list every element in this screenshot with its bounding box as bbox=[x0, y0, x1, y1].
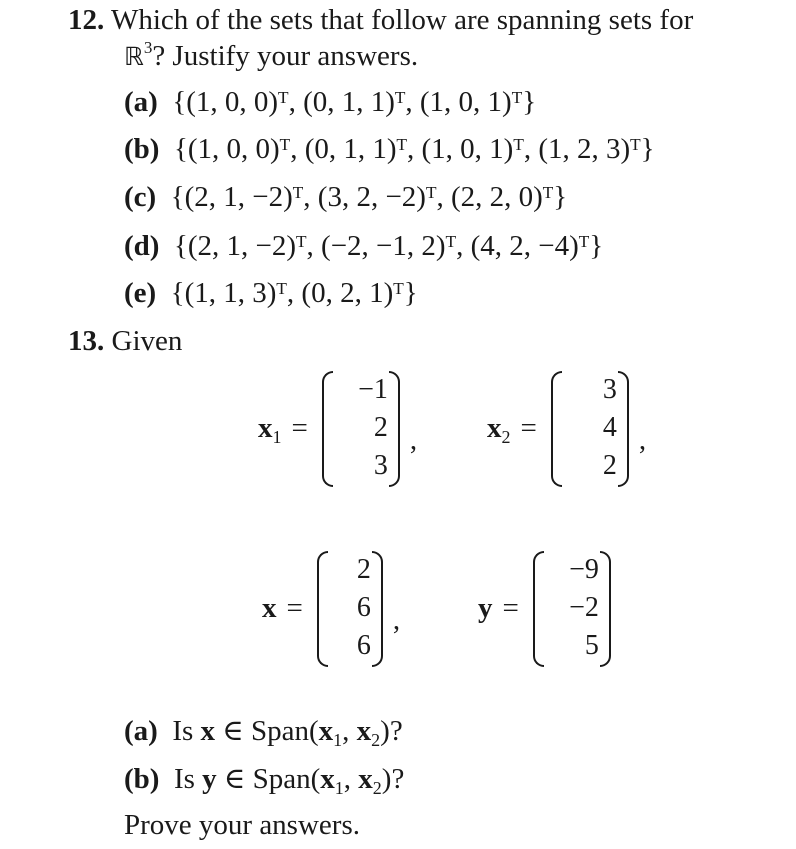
problem-13-closing bbox=[124, 808, 360, 842]
problem-13-number: 13. bbox=[68, 325, 105, 357]
vector-x-equation bbox=[262, 551, 400, 665]
part-label: (a) bbox=[124, 86, 158, 118]
real-field-symbol: ℝ bbox=[124, 42, 144, 71]
question-variable: x bbox=[356, 715, 372, 747]
part-set: {(2, 1, −2)ᵀ, (3, 2, −2)ᵀ, (2, 2, 0)ᵀ} bbox=[170, 181, 568, 213]
part-set: {(1, 1, 3)ᵀ, (0, 2, 1)ᵀ} bbox=[170, 277, 418, 309]
equals-sign: = bbox=[291, 411, 308, 444]
subscript: 2 bbox=[372, 778, 382, 798]
problem-12-line-2 bbox=[124, 39, 418, 74]
equals-sign: = bbox=[502, 591, 519, 624]
part-set: {(1, 0, 0)ᵀ, (0, 1, 1)ᵀ, (1, 0, 1)ᵀ} bbox=[172, 86, 537, 118]
closing-text: Prove your answers. bbox=[124, 809, 360, 841]
vector-entry: 5 bbox=[584, 630, 599, 661]
vector-entry: −2 bbox=[569, 592, 599, 623]
vector-name: $x_1$ bbox=[258, 411, 282, 447]
vector-entry: 2 bbox=[373, 412, 388, 443]
subscript: 1 bbox=[333, 730, 343, 750]
punctuation: , bbox=[409, 424, 418, 456]
vector-x2-equation bbox=[487, 371, 646, 485]
column-vector bbox=[322, 371, 400, 485]
question-text: ∈ Span( bbox=[216, 763, 321, 795]
part-label: (e) bbox=[124, 277, 157, 309]
problem-12-number: 12. bbox=[68, 4, 105, 36]
problem-13-intro: Given bbox=[111, 325, 183, 357]
question-variable: y bbox=[202, 763, 217, 795]
part-label: (b) bbox=[124, 763, 160, 795]
column-vector bbox=[533, 551, 611, 665]
vector-entry: −1 bbox=[358, 374, 388, 405]
question-text: Is bbox=[172, 715, 201, 747]
question-variable: x bbox=[200, 715, 216, 747]
question-text: , bbox=[343, 763, 359, 795]
question-text: ∈ Span( bbox=[215, 715, 319, 747]
question-variable: x bbox=[358, 763, 373, 795]
problem-12-part-e bbox=[124, 276, 418, 310]
question-variable: x bbox=[318, 715, 334, 747]
subscript: 1 bbox=[334, 778, 344, 798]
vector-entry: −9 bbox=[569, 554, 599, 585]
part-set: {(1, 0, 0)ᵀ, (0, 1, 1)ᵀ, (1, 0, 1)ᵀ, (1, 2, 3)ᵀ} bbox=[173, 133, 655, 165]
problem-12-part-d bbox=[124, 229, 603, 263]
problem-13-question-b bbox=[124, 762, 404, 796]
punctuation: , bbox=[392, 604, 401, 636]
column-vector bbox=[551, 371, 629, 485]
part-set: {(2, 1, −2)ᵀ, (−2, −1, 2)ᵀ, (4, 2, −4)ᵀ} bbox=[173, 230, 604, 262]
subscript: 2 bbox=[371, 730, 381, 750]
right-bracket bbox=[389, 371, 400, 487]
problem-13-heading bbox=[68, 324, 182, 358]
equals-sign: = bbox=[520, 411, 537, 444]
equals-sign: = bbox=[286, 591, 303, 624]
vector-entry: 2 bbox=[602, 450, 617, 481]
right-bracket bbox=[372, 551, 383, 667]
vector-entry: 3 bbox=[602, 374, 617, 405]
right-bracket bbox=[600, 551, 611, 667]
problem-12-line-1 bbox=[68, 3, 693, 37]
problem-12-text-1: Which of the sets that follow are spanning sets for bbox=[110, 4, 694, 36]
vector-name: x bbox=[262, 591, 277, 624]
vector-entry: 6 bbox=[356, 630, 371, 661]
vector-x1-equation bbox=[258, 371, 417, 485]
question-text: Is bbox=[173, 763, 203, 795]
part-label: (b) bbox=[124, 133, 160, 165]
vector-name: y bbox=[478, 591, 493, 624]
field-exponent: 3 bbox=[143, 38, 153, 57]
part-label: (d) bbox=[124, 230, 160, 262]
vector-entry: 6 bbox=[356, 592, 371, 623]
vector-entry: 3 bbox=[373, 450, 388, 481]
problem-12-part-c bbox=[124, 180, 567, 214]
question-text: , bbox=[342, 715, 357, 747]
problem-12-text-2: ? Justify your answers. bbox=[152, 40, 419, 72]
right-bracket bbox=[618, 371, 629, 487]
vector-y-equation bbox=[478, 551, 611, 665]
column-vector bbox=[317, 551, 383, 665]
part-label: (c) bbox=[124, 181, 157, 213]
problem-13-question-a bbox=[124, 714, 403, 748]
question-text: )? bbox=[381, 763, 405, 795]
problem-12-part-b bbox=[124, 132, 655, 166]
part-label: (a) bbox=[124, 715, 158, 747]
punctuation: , bbox=[638, 424, 647, 456]
question-variable: x bbox=[320, 763, 335, 795]
left-bracket bbox=[533, 551, 544, 667]
vector-entry: 2 bbox=[356, 554, 371, 585]
left-bracket bbox=[551, 371, 562, 487]
left-bracket bbox=[317, 551, 328, 667]
problem-12-part-a bbox=[124, 85, 536, 119]
vector-name: $x_2$ bbox=[487, 411, 511, 447]
left-bracket bbox=[322, 371, 333, 487]
question-text: )? bbox=[380, 715, 403, 747]
vector-entry: 4 bbox=[602, 412, 617, 443]
